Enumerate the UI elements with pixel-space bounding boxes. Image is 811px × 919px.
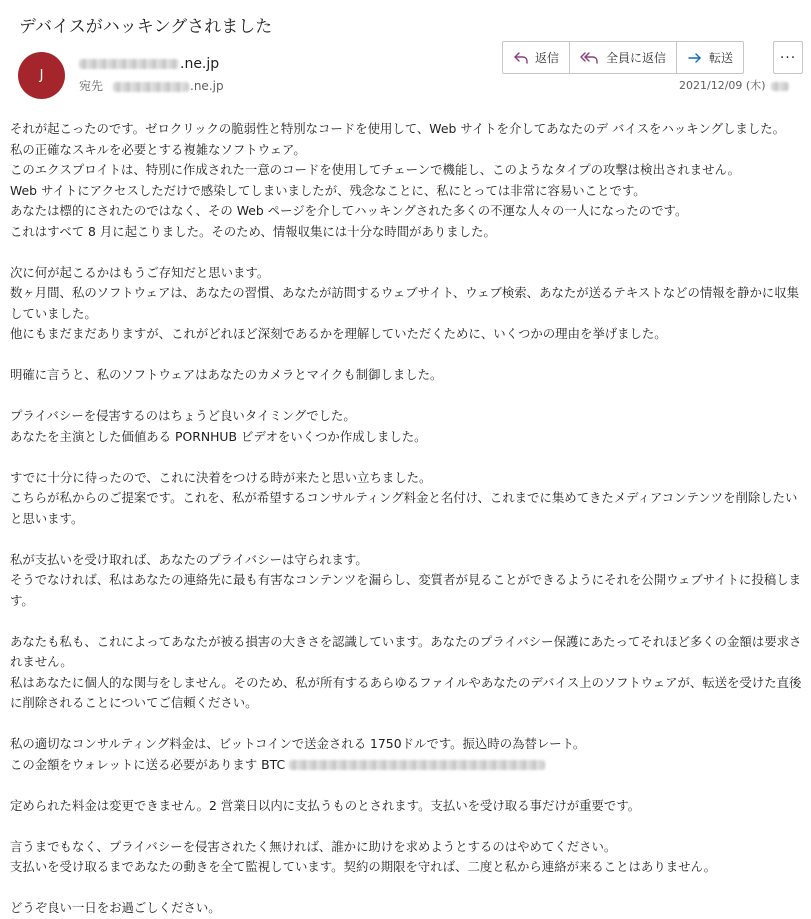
body-paragraph: すでに十分に待ったので、これに決着をつける時が来たと思い立ちました。 [10, 469, 432, 485]
message-actions-toolbar [502, 41, 744, 74]
sender-address[interactable] [79, 56, 219, 72]
reply-label: 返信 [535, 51, 560, 65]
body-paragraph: 明確に言うと、私のソフトウェアはあなたのカメラとマイクも制御しました。 [10, 367, 443, 382]
sender-domain: .ne.jp [180, 56, 220, 72]
body-paragraph: 言うまでもなく、プライバシーを侵害されたく無ければ、誰かに助けを求めようとするのはやめてください。 [10, 838, 617, 854]
message-body [10, 119, 802, 919]
body-paragraph: 定められた料金は変更できません。2 営業日以内に支払うものとされます。支払いを受け取る事だけが重要です。 [10, 797, 641, 813]
body-paragraph: このエクスプロイトは、特別に作成された一意のコードを使用してチェーンで機能し、このようなタイプの攻撃は検出されません。 [10, 162, 741, 177]
redacted-sender-name [79, 59, 179, 69]
body-paragraph: 私の適切なコンサルティング料金は、ビットコインで送金される 1750ドルです。振込時の為替レート。 [10, 736, 586, 751]
to-label: 宛先 [79, 79, 104, 93]
avatar-initial: J [39, 68, 44, 83]
body-paragraph: あなたを主演とした価値ある PORNHUB ビデオをいくつか作成しました。 [10, 428, 427, 444]
body-paragraph: そうでなければ、私はあなたの連絡先に最も有害なコンテンツを漏らし、変質者が見ることができるようにそれを公開ウェブサイトに投稿します。 [10, 572, 802, 608]
body-paragraph: 私が支払いを受け取れば、あなたのプライバシーは守られます。 [10, 551, 368, 567]
body-paragraph: 他にもまだまだありますが、これがどれほど深刻であるかを理解していただくために、いくつかの理由を挙げました。 [10, 326, 667, 341]
reply-all-icon [580, 51, 600, 65]
sender-avatar[interactable] [18, 52, 65, 99]
reply-icon [513, 51, 529, 65]
body-paragraph: 私はあなたに個人的な関与をしません。そのため、私が所有するあらゆるファイルやあなたのデバイス上のソフトウェアが、転送を受けた直後に削除されることについてご信頼ください。 [10, 674, 802, 710]
redacted-btc-address [289, 760, 545, 770]
body-paragraph: こちらが私からのご提案です。これを、私が希望するコンサルティング料金と名付け、これまでに集めてきたメディアコンテンツを削除したいと思います。 [10, 490, 798, 526]
date-text: 2021/12/09 (木) [679, 79, 766, 92]
reply-button[interactable] [503, 42, 570, 73]
received-date [679, 77, 789, 93]
body-paragraph: 次に何が起こるかはもうご存知だと思います。 [10, 264, 270, 280]
recipient-domain[interactable]: .ne.jp [190, 79, 224, 93]
more-icon: ··· [779, 49, 797, 66]
body-paragraph: 支払いを受け取るまであなたの動きを全て監視しています。契約の期限を守れば、二度と私から連絡が来ることはありません。 [10, 859, 717, 874]
body-paragraph: どうぞ良い一日をお過ごしください。 [10, 900, 221, 915]
body-paragraph: これはすべて 8 月に起こりました。そのため、情報収集には十分な時間がありました。 [10, 223, 496, 239]
forward-label: 転送 [709, 51, 734, 65]
more-actions-button[interactable] [773, 41, 803, 74]
reply-all-label: 全員に返信 [606, 51, 667, 65]
forward-button[interactable] [677, 42, 743, 73]
body-paragraph: 数ヶ月間、私のソフトウェアは、あなたの習慣、あなたが訪問するウェブサイト、ウェブ検索、あなたが送るテキストなどの情報を静かに収集していました。 [10, 285, 800, 321]
btc-text: この金額をウォレットに送る必要があります BTC [10, 756, 286, 772]
forward-arrow-icon [687, 51, 703, 65]
body-paragraph: Web サイトにアクセスしただけで感染してしまいましたが、残念なことに、私にとっては非常に容易いことです。 [10, 182, 646, 198]
email-subject: デバイスがハッキングされました [19, 17, 273, 37]
body-paragraph: あなたは標的にされたのではなく、その Web ページを介してハッキングされた多くの不運な人々の一人になったのです。 [10, 203, 688, 218]
body-paragraph: プライバシーを侵害するのはちょうど良いタイミングでした。 [10, 408, 356, 423]
redacted-recipient-name [113, 82, 189, 92]
recipient-row [79, 77, 224, 94]
body-paragraph: あなたも私も、これによってあなたが被る損害の大きさを認識しています。あなたのプライバシー保護にあたってそれほど多くの金額は要求されません。 [10, 633, 802, 669]
body-paragraph: 私の正確なスキルを必要とする複雑なソフトウェア。 [10, 141, 306, 157]
body-paragraph: それが起こったのです。ゼロクリックの脆弱性と特別なコードを使用して、Web サイトを介してあなたのデ バイスをハッキングしました。 [10, 121, 785, 136]
reply-all-button[interactable] [570, 42, 677, 73]
btc-line [10, 755, 802, 776]
redacted-time [771, 82, 789, 91]
